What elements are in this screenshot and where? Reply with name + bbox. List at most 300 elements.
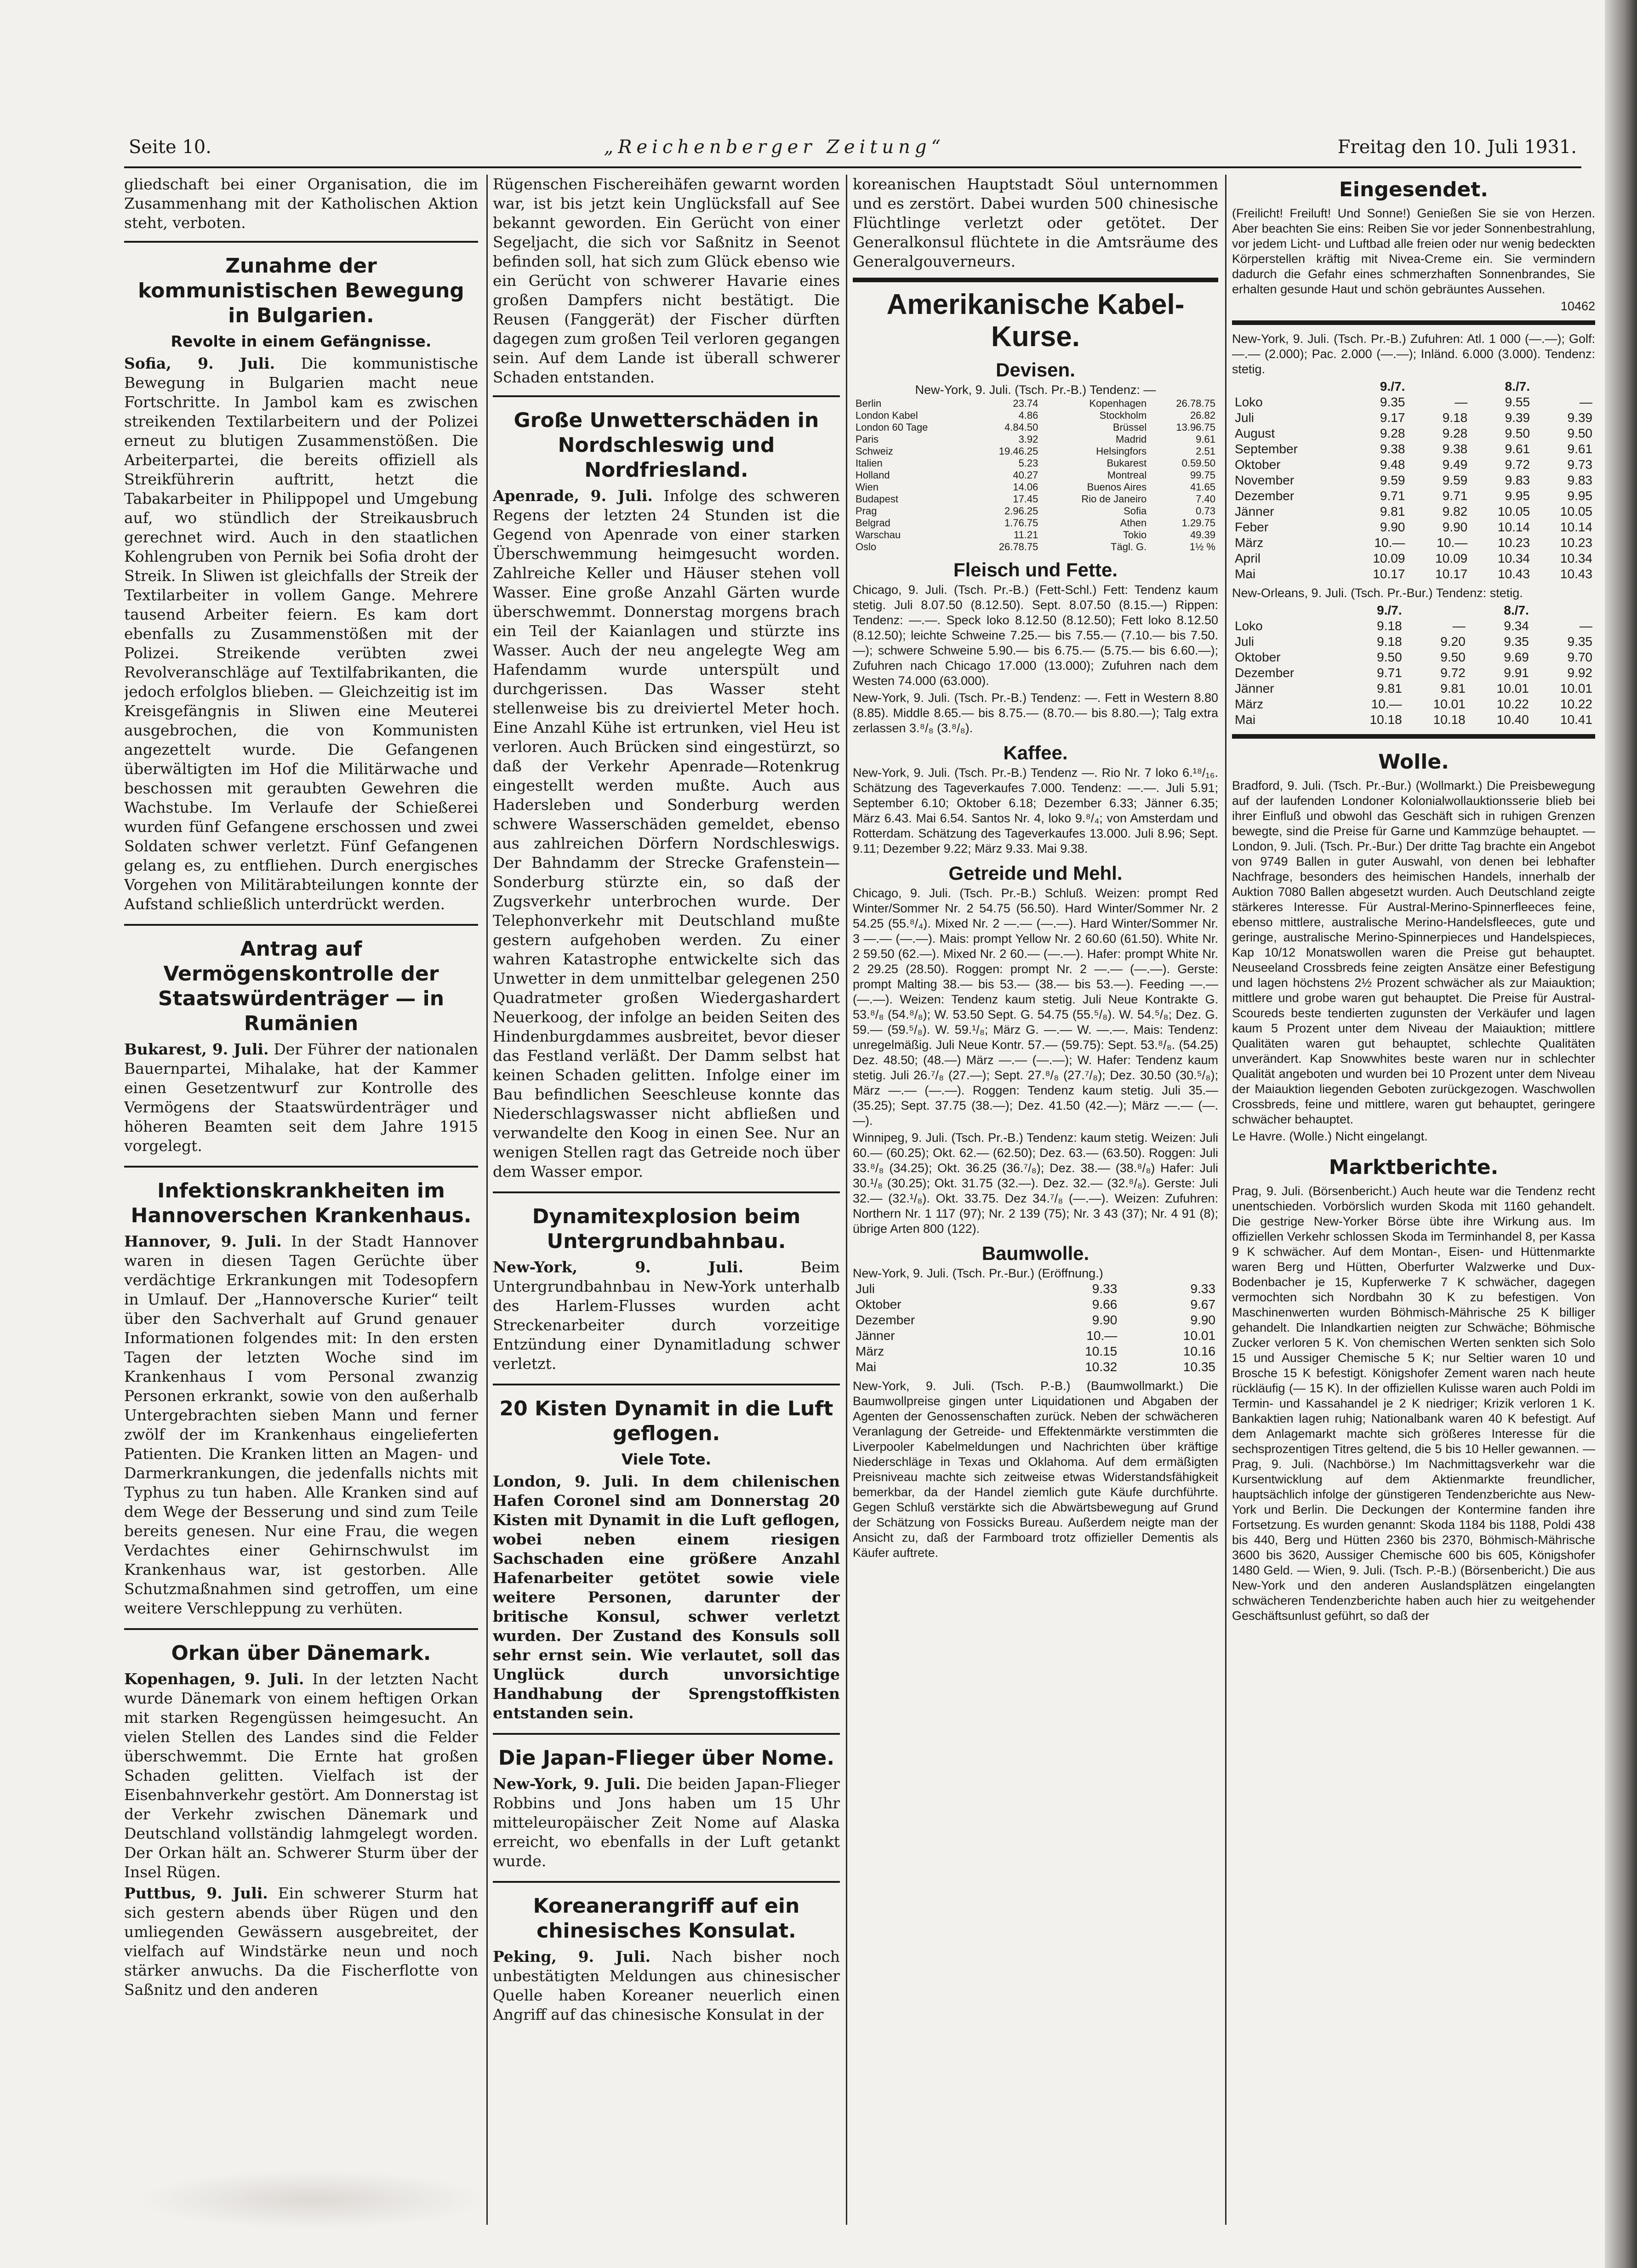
article-headline: Antrag auf Vermögenskontrolle der Staatswürdenträger — in Rumänien xyxy=(158,937,445,1035)
cotton-row xyxy=(1232,681,1595,696)
table-cell: 9.18 xyxy=(1377,634,1402,649)
article-denmark xyxy=(124,1641,478,2000)
cotton-row xyxy=(853,1328,1218,1344)
cotton-row xyxy=(1232,696,1595,712)
column-divider xyxy=(486,175,488,2225)
table-cell: Juli xyxy=(1235,634,1255,649)
table-cell: 10.18 xyxy=(1369,712,1402,727)
devisen-row xyxy=(853,445,1218,457)
table-cell: Dezember xyxy=(1235,489,1295,503)
table-cell: 9.35 xyxy=(1380,395,1405,409)
market-report: New-York, 9. Juli. (Tsch. Pr.-B.) Tendenz: —. Fett in Western 8.80 (8.85). Middle 8.65.— bis 8.75.— (8.70.— bis 8.80.—); Talg extra zerlassen 3.⁸/₈ (3.⁸/₈). xyxy=(853,691,1218,735)
article-separator xyxy=(493,395,840,397)
cotton-row xyxy=(1232,535,1595,551)
cotton-row xyxy=(1232,473,1595,488)
issue-date: Freitag den 10. Juli 1931. xyxy=(1337,137,1577,158)
column-2 xyxy=(493,175,840,2243)
ny-cotton-table xyxy=(1232,379,1595,582)
advertisement-number: 10462 xyxy=(1560,299,1595,313)
table-cell: 9.59 xyxy=(1442,473,1468,487)
article-body xyxy=(124,354,478,914)
article-bulgaria xyxy=(124,254,478,914)
new-orleans-cotton-table xyxy=(1232,603,1595,728)
table-cell: 9.18 xyxy=(1442,410,1468,425)
article-text: Die kommunistische Bewegung in Bulgarien macht neue Fortschritte. In Jambol kam es zwischen streikenden Textilarbeitern und der Polizei erneut zu blutigen Zusammenstößen. Die Arbeiterpartei, die bereits offiziell als Streikführerin auftritt, hetzt die Tabakarbeiter in Philippopel und Umgebung auf, wo stündlich der Streikausbruch gerechnet wird. Auch in den staatlichen Kohlengruben von Pernik bei Sofia droht der Streik. In Sliwen ist gleichfalls der Streik der Textilarbeiter in vollem Gange. Mehrere tausend Arbeiter feiern. Es kam dort ebenfalls zu Zusammenstößen mit der Polizei. Streikende verübten zwei Revolveranschläge auf Textilfabrikanten, die jedoch erfolglos blieben. — Gleichzeitig ist im Kreisgefängnis in Sliwen eine Meuterei ausgebrochen, die von Kommunisten angezettelt wurde. Die Gefangenen überwältigten im Hof die Militärwache und beschossen mit geraubten Gewehren die Wachstube. Im Verlaufe der Schießerei wurden fünf Gefangene erschossen und zwei Soldaten schwer verletzt. Fünf Gefangenen gelang es, zu entfliehen. Durch energisches Vorgehen von Militärabteilungen konnte der Aufstand schließlich unterdrückt werden. xyxy=(124,354,478,913)
article-dateline: Kopenhagen, 9. Juli. xyxy=(124,1670,304,1688)
table-cell: 10.— xyxy=(1086,1328,1118,1343)
article-body xyxy=(124,1232,478,1618)
table-cell: 7.40 xyxy=(1196,493,1215,505)
table-cell: Italien xyxy=(856,457,883,469)
table-cell: Bukarest xyxy=(1107,457,1147,469)
table-cell: 10.43 xyxy=(1560,567,1592,581)
table-cell: Juli xyxy=(856,1282,875,1296)
column-1 xyxy=(124,175,478,2243)
devisen-row xyxy=(853,410,1218,422)
table-cell: 26.78.75 xyxy=(1176,398,1215,409)
subsection-title: Baumwolle. xyxy=(981,1242,1089,1264)
page-binding-edge xyxy=(1605,0,1637,2268)
article-body xyxy=(124,1670,478,1882)
table-cell: Paris xyxy=(856,433,879,445)
table-cell: Mai xyxy=(1235,712,1256,727)
table-cell: 19.46.25 xyxy=(998,445,1038,457)
table-cell: 10.09 xyxy=(1435,551,1468,565)
table-cell: 23.74 xyxy=(1013,398,1038,409)
devisen-row xyxy=(853,517,1218,529)
column-3 xyxy=(853,175,1218,2243)
table-cell: 10.34 xyxy=(1560,551,1592,565)
table-cell: 9.83 xyxy=(1567,473,1592,487)
article-headline: Dynamitexplosion beim Untergrundbahnbau. xyxy=(532,1205,801,1253)
table-cell: 10.23 xyxy=(1498,536,1530,550)
article-dateline: Hannover, 9. Juli. xyxy=(124,1232,282,1250)
devisen-header: New-York, 9. Juli. (Tsch. Pr.-B.) Tendenz: — xyxy=(915,383,1156,397)
table-cell: 9.83 xyxy=(1505,473,1530,487)
section-bar xyxy=(853,278,1218,282)
table-cell: November xyxy=(1235,473,1295,487)
table-cell: 10.— xyxy=(1437,536,1468,550)
table-cell: 9.48 xyxy=(1380,457,1405,472)
table-cell: 9.81 xyxy=(1440,681,1466,695)
table-cell: 9.90 xyxy=(1442,520,1468,534)
table-cell: Feber xyxy=(1235,520,1269,534)
table-cell: 10.09 xyxy=(1373,551,1405,565)
table-header-row xyxy=(1232,379,1595,394)
table-cell: 9.72 xyxy=(1505,457,1530,472)
table-cell: 9.61 xyxy=(1567,442,1592,456)
table-cell: 13.96.75 xyxy=(1176,422,1215,433)
table-cell: — xyxy=(1580,395,1592,409)
cotton-row xyxy=(853,1297,1218,1312)
market-report: Chicago, 9. Juli. (Tsch. Pr.-B.) Schluß. Weizen: prompt Red Winter/Sommer Nr. 2 54.75 (56.50). Hard Winter/Sommer Nr. 2 54.25 (55.⁸/₄). Mixed Nr. 2 —.— (—.—). Hard Winter/Sommer Nr. 3 —.— (—.—). Mais: prompt Yellow Nr. 2 60.60 (61.50). White Nr. 2 59.50 (62.—). Mixed Nr. 2 60.— (—.—). Hafer: prompt White Nr. 2 29.25 (28.50). Roggen: prompt Nr. 2 —.— (—.—). Gerste: prompt Malting 38.— bis 53.— (38.— bis 53.—). Feeding —.— (—.—). Weizen: Tendenz kaum stetig. Juli Neue Kontrakte G. 53.⁸/₈ (54.⁸/₈); W. 53.50 Sept. G. 54.75 (55.⁵/₈). W. 54.⁵/₈; Dez. G. 59.— (59.⁵/₈). W. 59.¹/₈; März G. —.— W. —.—. Mais: Tendenz: unregelmäßig. Juli Neue Kontr. 57.— (59.75): Sept. 53.⁸/₈. (54.25) Dez. 48.50; (48.—) März —.— (—.—); W. Hafer: Tendenz kaum stetig. Juli 26.⁷/₈ (27.—); Sept. 27.⁸/₈ (27.⁷/₈); Dez. 30.50 (30.⁵/₈); März —.— (—.—). Roggen: Tendenz kaum stetig. Juli 35.— (35.25); Sept. 37.75 (38.—); Dez. 41.50 (42.—); März —.— (—.—). xyxy=(853,886,1218,1128)
table-cell: Helsingfors xyxy=(1096,445,1147,457)
devisen-row xyxy=(853,433,1218,445)
table-cell: 10.— xyxy=(1371,697,1402,711)
table-header-cell xyxy=(1232,379,1346,394)
cotton-row xyxy=(1232,519,1595,535)
table-cell: 9.50 xyxy=(1377,650,1402,664)
section-title: Marktberichte. xyxy=(1329,1156,1499,1179)
devisen-row xyxy=(853,422,1218,433)
article-separator xyxy=(124,924,478,926)
table-cell: — xyxy=(1580,619,1592,633)
column-divider xyxy=(846,175,847,2225)
table-cell: 10.01 xyxy=(1496,681,1529,695)
article-separator xyxy=(493,1881,840,1883)
article-separator xyxy=(493,1191,840,1193)
table-cell: 9.49 xyxy=(1442,457,1468,472)
article-body xyxy=(124,1884,478,2000)
article-text: Die beiden Japan-Flieger Robbins und Jons haben um 15 Uhr mitteleuropäischer Zeit Nome auf Alaska erreicht, wo ebenfalls in der Luft getankt wurde. xyxy=(493,1775,840,1870)
cotton-row xyxy=(853,1359,1218,1375)
continued-text: gliedschaft bei einer Organisation, die im Zusammenhang mit der Katholischen Aktion steht, verboten. xyxy=(124,175,478,232)
article-storm-damage xyxy=(493,408,840,1181)
table-cell: London Kabel xyxy=(856,410,918,421)
table-header-cell xyxy=(1533,379,1595,394)
devisen-row xyxy=(853,529,1218,541)
article-dynamite-coronel xyxy=(493,1396,840,1723)
cotton-row xyxy=(1232,488,1595,504)
article-headline: Koreanerangriff auf ein chinesisches Konsulat. xyxy=(533,1894,800,1943)
table-cell: London 60 Tage xyxy=(856,422,928,433)
table-cell: 9.71 xyxy=(1377,666,1402,680)
article-body xyxy=(493,1472,840,1723)
table-cell: 9.18 xyxy=(1377,619,1402,633)
subsection-title: Getreide und Mehl. xyxy=(948,862,1123,884)
table-cell: 9.28 xyxy=(1442,426,1468,440)
article-subheadline: Revolte in einem Gefängnisse. xyxy=(171,332,432,350)
cotton-row xyxy=(1232,618,1595,634)
table-cell: 10.41 xyxy=(1560,712,1592,727)
table-cell: 14.06 xyxy=(1013,481,1038,493)
table-cell: März xyxy=(856,1344,884,1358)
article-body xyxy=(493,1258,840,1373)
section-title: Eingesendet. xyxy=(1339,178,1489,201)
table-cell: Mai xyxy=(1235,567,1256,581)
table-header-cell: 9./7. xyxy=(1380,379,1405,393)
table-cell: Rio de Janeiro xyxy=(1081,493,1147,505)
table-cell: 10.43 xyxy=(1498,567,1530,581)
market-report: New-York, 9. Juli. (Tsch. P.-B.) (Baumwollmarkt.) Die Baumwollpreise gingen unter Liquidationen und Abgaben der Agenten der Genossenschaften zurück. Neben der schwächeren Veranlagung der Getreide- und Effektenmärkte verstimmten die Liverpooler Kabelmeldungen und Nachrichten über kräftige Niederschläge in Texas und Oklahoma. Auf dem ermäßigten Preisniveau machte sich zeitweise etwas Widerstandsfähigkeit bemerkbar, da der Handel ziemlich gute Käufe durchführte. Gegen Schluß verstärkte sich die Abwärtsbewegung auf Grund der Schätzung von Fossicks Bureau. Außerdem neigte man der Ansicht zu, daß der Farmboard trotz offizieller Dementis als Käufer auftrete. xyxy=(853,1379,1218,1560)
table-cell: Kopenhagen xyxy=(1089,398,1147,409)
table-cell: 10.01 xyxy=(1183,1328,1215,1343)
market-header: New-York, 9. Juli. (Tsch. Pr.-Bur.) (Eröffnung.) xyxy=(853,1266,1103,1280)
subsection-title: Kaffee. xyxy=(1003,742,1068,764)
table-cell: 9.38 xyxy=(1380,442,1405,456)
table-cell: 9.70 xyxy=(1567,650,1592,664)
table-cell: 10.17 xyxy=(1435,567,1468,581)
table-cell: Tägl. G. xyxy=(1111,541,1147,553)
article-text: In der Stadt Hannover waren in diesen Tagen Gerüchte über verdächtige Erkrankungen mit Todesopfern in Umlauf. Der „Hannoversche Kurier“ teilt über den Sachverhalt auf Grund genauer Informationen folgendes mit: In den ersten Tagen der letzten Woche sind im Krankenhaus I vom Personal zwanzig Personen erkrankt, sowie von den außerhalb Untergebrachten sieben Mann und ferner zwölf der im Krankenhaus eingelieferten Patienten. Die Kranken litten an Magen- und Darmerkrankungen, die jedenfalls nichts mit Typhus zu tun haben. Alle Kranken sind auf dem Wege der Besserung und sind zum Teile bereits genesen. Nur eine Frau, die wegen Verdachtes einer Gehirnschwulst im Krankenhaus war, ist gestorben. Alle Schutzmaßnahmen sind getroffen, um eine weitere Verschleppung zu verhüten. xyxy=(124,1232,478,1617)
table-cell: 9.72 xyxy=(1440,666,1466,680)
table-cell: Madrid xyxy=(1116,433,1147,445)
table-cell: 10.16 xyxy=(1183,1344,1215,1358)
table-cell: 1.76.75 xyxy=(1004,517,1038,529)
table-cell: Oktober xyxy=(1235,457,1281,472)
column-divider xyxy=(1225,175,1226,2225)
cotton-row xyxy=(853,1312,1218,1328)
table-cell: 10.17 xyxy=(1373,567,1405,581)
subsection-title: Devisen. xyxy=(996,359,1075,381)
table-cell: Dezember xyxy=(1235,666,1295,680)
table-cell: 9.59 xyxy=(1380,473,1405,487)
table-cell: 9.71 xyxy=(1442,489,1468,503)
cotton-row xyxy=(1232,650,1595,665)
table-cell: 26.78.75 xyxy=(998,541,1038,553)
article-dateline: London, 9. Juli. xyxy=(493,1472,639,1490)
table-cell: 9.90 xyxy=(1092,1313,1118,1327)
table-cell: 49.39 xyxy=(1190,529,1215,541)
table-cell: 9.66 xyxy=(1092,1297,1118,1311)
table-cell: 17.45 xyxy=(1013,493,1038,505)
table-cell: 99.75 xyxy=(1190,469,1215,481)
article-headline: Orkan über Dänemark. xyxy=(171,1641,431,1665)
article-text: Infolge des schweren Regens der letzten 24 Stunden ist die Gegend von Apenrade von einer starken Überschwemmung heimgesucht worden. Zahlreiche Keller und Häuser stehen voll Wasser. Eine große Anzahl Gärten wurde überschwemmt. Donnerstag morgens brach ein Teil der Kaianlagen und stürzte ins Wasser. Auch der neu angelegte Weg am Hafendamm wurde unterspült und durchgerissen. Das Wasser steht stellenweise bis zu dreiviertel Meter hoch. Eine Anzahl Kühe ist ertrunken, viel Heu ist verloren. Auch Brücken sind eingestürzt, so daß der Verkehr Apenrade—Rotenkrug eingestellt werden mußte. Auch aus Hadersleben und Sonderburg werden schwere Wasserschäden gemeldet, ebenso aus zahlreichen Dörfern Nordschleswigs. Der Bahndamm der Strecke Grafenstein—Sonderburg stürzte ein, so daß der Zugsverkehr unterbrochen wurde. Der Telephonverkehr mit Deutschland mußte gestern aufgehoben werden. Zu einer wahren Katastrophe entwickelte sich das Unwetter in dem unmittelbar gelegenen 250 Quadratmeter großen Wiedergashardert Neuerkoog, der infolge an beiden Seiten des Hindenburgdammes ausbreitet, bevor dieser das Festland verläßt. Der Damm selbst hat keinen Schaden gelitten. Infolge einer im Bau befindlichen Seeschleuse konnte das Niederschlagswasser nicht abfließen und verwandelte den Koog in einen See. Nur an wenigen Stellen ragt das Getreide noch über dem Wasser empor. xyxy=(493,487,840,1180)
table-cell: Buenos Aires xyxy=(1087,481,1147,493)
table-cell: 9.90 xyxy=(1190,1313,1215,1327)
table-cell: 10.18 xyxy=(1433,712,1466,727)
article-text: Nach bisher noch unbestätigten Meldungen aus chinesischer Quelle haben Koreaner neuerlich einen Angriff auf das chinesische Konsulat in der xyxy=(493,1948,840,2023)
cotton-row xyxy=(1232,566,1595,582)
table-cell: Oktober xyxy=(856,1297,901,1311)
table-cell: 9.33 xyxy=(1092,1282,1118,1296)
devisen-table xyxy=(853,398,1218,553)
market-report: Bradford, 9. Juli. (Tsch. Pr.-Bur.) (Wollmarkt.) Die Preisbewegung auf der laufenden Londoner Kolonialwollauktionsserie blieb bei ihrer Einfluß und obwohl das Geschäft sich in ruhigen Grenzen bewegte, sind die Preise für Garne und Kammzüge behauptet. — London, 9. Juli. (Tsch. Pr.-Bur.) Der dritte Tag brachte ein Angebot von 9749 Ballen in guter Auswahl, von denen bei lebhafter Nachfrage, besonders des heimischen Handels, innerhalb der Auktion 7080 Ballen abgesetzt wurden. Auch Deutschland zeigte stärkeres Interesse. Für Austral-Merino-Spinnerfleeces feine, ebenso mittlere, australische Merino-Handelsfleeces, gute und geringe, australische Merino-Spinnerpieces und Handelspieces, Kap 10/12 Monatswollen waren die Preise gut behauptet. Neuseeland Crossbreds feine zeigten Ansätze einer Befestigung und lagen höchstens 2½ Prozent schwächer als zur Maiauktion; mittlere und grobe waren gut behauptet. Die Preise für Austral-Scoureds beste tendierten zugunsten der Verkäufer und lagen kaum 5 Prozent unter dem Niveau der Maiauktion; mittlere Qualitäten waren gut behauptet, schlechte Qualitäten unverändert. Kap Snowwhites beste waren nur in schlechter Qualität angeboten und wurden bei 10 Prozent unter dem Niveau der Maiauktion liegenden Geboten zurückgezogen. Waschwollen Crossbreds, feine und mittlere, waren gut behauptet, geringere schwächer behauptet. xyxy=(1232,779,1595,1126)
cotton-row xyxy=(1232,665,1595,681)
table-cell: 0.73 xyxy=(1196,505,1215,517)
table-cell: 5.23 xyxy=(1018,457,1038,469)
devisen-row xyxy=(853,493,1218,505)
table-cell: September xyxy=(1235,442,1298,456)
table-cell: 4.84.50 xyxy=(1004,422,1038,433)
table-cell: Montreal xyxy=(1107,469,1147,481)
table-cell: 10.15 xyxy=(1085,1344,1118,1358)
table-cell: 9.90 xyxy=(1380,520,1405,534)
subsection-title: Fleisch und Fette. xyxy=(953,559,1118,581)
table-cell: 9.50 xyxy=(1505,426,1530,440)
article-separator xyxy=(124,241,478,243)
table-cell: Budapest xyxy=(856,493,898,505)
cotton-row xyxy=(1232,712,1595,728)
table-cell: 1.29.75 xyxy=(1181,517,1215,529)
table-cell: 11.21 xyxy=(1013,529,1038,541)
table-cell: 2.51 xyxy=(1196,445,1215,457)
table-cell: 10.05 xyxy=(1498,504,1530,519)
table-cell: Jänner xyxy=(856,1328,895,1343)
cotton-row xyxy=(1232,394,1595,410)
article-headline: 20 Kisten Dynamit in die Luft geflogen. xyxy=(499,1397,833,1445)
article-subheadline: Viele Tote. xyxy=(621,1450,712,1468)
table-cell: März xyxy=(1235,697,1264,711)
table-cell: 3.92 xyxy=(1018,433,1038,445)
section-title: Wolle. xyxy=(1378,750,1449,774)
table-header-cell xyxy=(1532,603,1595,618)
cotton-row xyxy=(1232,410,1595,426)
table-cell: 9.91 xyxy=(1504,666,1529,680)
table-cell: 9.95 xyxy=(1567,489,1592,503)
article-dateline: Peking, 9. Juli. xyxy=(493,1948,651,1966)
article-separator xyxy=(493,1384,840,1385)
table-header-row xyxy=(1232,603,1595,618)
table-cell: 9.28 xyxy=(1380,426,1405,440)
column-4 xyxy=(1232,175,1595,2243)
article-japan-flyers xyxy=(493,1746,840,1871)
paper-stain xyxy=(138,2170,487,2229)
table-cell: 4.86 xyxy=(1018,410,1038,421)
table-cell: 9.39 xyxy=(1505,410,1530,425)
table-header-cell xyxy=(1405,603,1468,618)
table-cell: 2.96.25 xyxy=(1004,505,1038,517)
continued-text: Rügenschen Fischereihäfen gewarnt worden war, ist bis jetzt kein Unglücksfall auf See bekannt geworden. Ein Gerücht von einer Segeljacht, die sich vor Saßnitz in Seenot befinden soll, hat sich zum Glück ebenso wie ein Gerücht von schwerer Havarie eines großen Dampfers nicht bestätigt. Die Reusen (Fanggerät) der Fischer dürften dagegen zum großen Teil verloren gegangen sein. Auf dem Lande ist überall schwerer Schaden entstanden. xyxy=(493,175,840,386)
cotton-row xyxy=(1232,551,1595,566)
devisen-row xyxy=(853,481,1218,493)
table-cell: 10.14 xyxy=(1498,520,1530,534)
table-cell: 9.39 xyxy=(1567,410,1592,425)
table-cell: Warschau xyxy=(856,529,901,541)
article-dateline: New-York, 9. Juli. xyxy=(493,1258,744,1276)
table-cell: Stockholm xyxy=(1099,410,1147,421)
advertisement-text: (Freilicht! Freiluft! Und Sonne!) Genießen Sie sie von Herzen. Aber beachten Sie eins: Reiben Sie vor jeder Sonnenbestrahlung, vor jedem Licht- und Luftbad alle freien oder nur wenig bedeckten Körperstellen kräftig mit Nivea-Creme ein. Sie vermindern dadurch die Gefahr eines schmerzhaften Sonnenbrandes, Sie erhalten gesunde Haut und schön gebräuntes Aussehen. xyxy=(1232,206,1595,296)
cotton-row xyxy=(1232,457,1595,473)
table-cell: — xyxy=(1452,619,1466,633)
table-cell: Oktober xyxy=(1235,650,1281,664)
table-cell: 10.32 xyxy=(1085,1360,1118,1374)
table-cell: 10.35 xyxy=(1183,1360,1215,1374)
cotton-row xyxy=(853,1281,1218,1297)
table-cell: 10.05 xyxy=(1560,504,1592,519)
table-cell: 9.92 xyxy=(1567,666,1592,680)
table-cell: 10.23 xyxy=(1560,536,1592,550)
devisen-row xyxy=(853,505,1218,517)
cotton-row xyxy=(1232,634,1595,650)
table-cell: 9.35 xyxy=(1567,634,1592,649)
table-cell: 9.61 xyxy=(1505,442,1530,456)
section-bar xyxy=(1232,734,1595,739)
table-cell: 40.27 xyxy=(1013,469,1038,481)
table-cell: April xyxy=(1235,551,1261,565)
table-cell: Wien xyxy=(856,481,879,493)
table-cell: Jänner xyxy=(1235,681,1274,695)
table-cell: 10.34 xyxy=(1498,551,1530,565)
table-cell: Berlin xyxy=(856,398,882,409)
table-cell: 10.22 xyxy=(1560,697,1592,711)
article-separator xyxy=(124,1166,478,1168)
table-header-cell xyxy=(1408,379,1470,394)
table-cell: Brüssel xyxy=(1112,422,1147,433)
devisen-row xyxy=(853,541,1218,553)
article-dateline: Bukarest, 9. Juli. xyxy=(124,1040,269,1058)
table-header-cell xyxy=(1232,603,1341,618)
article-hannover xyxy=(124,1179,478,1618)
table-cell: 9.82 xyxy=(1442,504,1468,519)
newspaper-title: „Reichenberger Zeitung“ xyxy=(604,137,945,158)
table-cell: Prag xyxy=(856,505,877,517)
devisen-row xyxy=(853,398,1218,410)
market-report: Chicago, 9. Juli. (Tsch. Pr.-B.) (Fett-Schl.) Fett: Tendenz kaum stetig. Juli 8.07.50 (8.12.50). Sept. 8.07.50 (8.15.—) Rippen: Tendenz: —.—. Speck loko 8.12.50 (8.12.50); Fett loko 8.12.50 (8.12.50); leichte Schweine 7.25.— bis 7.55.— (7.10.— bis 7.50.—); schwere Schweine 5.90.— bis 6.75.— (5.75.— bis 6.60.—); Zufuhren nach Chicago 17.000 (13.000); Zufuhren nach dem Westen 74.000 (63.000). xyxy=(853,583,1218,688)
table-cell: 9.35 xyxy=(1504,634,1529,649)
article-text: Ein schwerer Sturm hat sich gestern abends über Rügen und den umliegenden Gewässern ausgebreitet, der vielfach auf Windstärke neun und noch stärker anwuchs. Da die Fischerflotte von Saßnitz und den anderen xyxy=(124,1884,478,1999)
article-text: In der letzten Nacht wurde Dänemark von einem heftigen Orkan mit starken Regengüssen heimgesucht. An vielen Stellen des Landes sind die Felder überschwemmt. Die Ernte hat großen Schaden gelitten. Vielfach ist der Eisenbahnverkehr gestört. Am Donnerstag ist der Verkehr zwischen Dänemark und Deutschland vollständig lahmgelegt worden. Der Orkan hält an. Schwerer Sturm über der Insel Rügen. xyxy=(124,1670,478,1881)
table-cell: Dezember xyxy=(856,1313,915,1327)
article-body xyxy=(493,1774,840,1871)
article-body xyxy=(493,1947,840,2024)
table-cell: Loko xyxy=(1235,619,1263,633)
table-header-cell: 9./7. xyxy=(1377,603,1402,617)
market-report: Le Havre. (Wolle.) Nicht eingelangt. xyxy=(1232,1129,1428,1143)
table-cell: 10.22 xyxy=(1496,697,1529,711)
table-cell: — xyxy=(1454,395,1468,409)
article-body xyxy=(493,486,840,1181)
table-cell: 9.20 xyxy=(1440,634,1466,649)
table-cell: Juli xyxy=(1235,410,1255,425)
header-rule xyxy=(124,166,1581,168)
table-cell: Holland xyxy=(856,469,890,481)
page-number: Seite 10. xyxy=(129,137,211,158)
table-cell: August xyxy=(1235,426,1275,440)
page-header xyxy=(129,133,1577,161)
table-header-cell: 8./7. xyxy=(1505,379,1530,393)
table-cell: Schweiz xyxy=(856,445,893,457)
table-cell: Athen xyxy=(1120,517,1147,529)
article-dateline: New-York, 9. Juli. xyxy=(493,1775,641,1793)
table-cell: 26.82 xyxy=(1190,410,1215,421)
table-cell: 41.65 xyxy=(1190,481,1215,493)
table-cell: Oslo xyxy=(856,541,877,553)
table-cell: 10.01 xyxy=(1560,681,1592,695)
table-cell: Sofia xyxy=(1124,505,1147,517)
table-cell: 9.50 xyxy=(1440,650,1466,664)
table-cell: 10.— xyxy=(1374,536,1405,550)
table-cell: 9.81 xyxy=(1380,504,1405,519)
article-headline: Infektionskrankheiten im Hannoverschen Krankenhaus. xyxy=(131,1179,472,1227)
article-dateline: Puttbus, 9. Juli. xyxy=(124,1884,268,1902)
table-cell: 9.33 xyxy=(1190,1282,1215,1296)
table-cell: 9.55 xyxy=(1505,395,1530,409)
article-separator xyxy=(493,1733,840,1735)
market-report: Prag, 9. Juli. (Börsenbericht.) Auch heute war die Tendenz recht unentschieden. Vorbörslich wurden Skoda mit 1160 gehandelt. Die gestrige New-Yorker Börse übte ihre Wirkung aus. Im offiziellen Verkehr schlossen Skoda im Terminhandel 8, per Kassa 9 K schwächer. Auf dem Montan-, Eisen- und Hüttenmarkte waren Berg und Hütten, Oberfurter Walzwerke und Dux-Bodenbacher je 15, Kupferwerke 7 K schwächer, dagegen vermochten sich Nordbahn 30 K zu befestigen. Von Maschinenwerten wurden Böhmisch-Mährische 25 K billiger gehandelt. Die Inlandkartien neigten zur Schwäche; Böhmische Zucker verloren 5 K. Von chemischen Werten senkten sich Solo 15 und Aussiger Chemische 5 K; nur Seltier waren 10 und Brosche 15 K befestigt. Königshofer Zement waren nach heute rückläufig (— 15 K). In der offiziellen Kulisse waren auch Poldi im Termin- und Kassahandel je 2 K niedriger; Krizik verloren 1 K. Bankaktien lagen ruhig; Nationalbank waren 40 K befestigt. Auf dem Anlagemarkt machte sich größeres Interesse für die sechsprozentigen Titres geltend, die 5 bis 10 Heller gewannen. — Prag, 9. Juli. (Nachbörse.) Im Nachmittagsverkehr war die Kursentwicklung auf dem Aktienmarkte freundlicher, hauptsächlich infolge der günstigeren Tendenzberichte aus New-York und Berlin. Die Deckungen der Kontermine fanden ihre Fortsetzung. Es wurden genannt: Skoda 1184 bis 1188, Poldi 438 bis 440, Berg und Hütten 2360 bis 2370, Böhmisch-Mährische 3600 bis 3620, Aussiger Chemische 600 bis 605, Königshofer 1480 Geld. — Wien, 9. Juli. (Tsch. P.-B.) (Börsenbericht.) Die aus New-York und den anderen Auslandsplätzen eingelangten schwächeren Tendenzberichte haben auch hier zu weitgehender Geschäftsunlust geführt, so daß der xyxy=(1232,1184,1595,1623)
table-cell: 9.61 xyxy=(1196,433,1215,445)
table-cell: 9.67 xyxy=(1190,1297,1215,1311)
table-cell: Mai xyxy=(856,1360,877,1374)
market-report: New-York, 9. Juli. (Tsch. Pr.-B.) Tendenz —. Rio Nr. 7 loko 6.¹⁸/₁₆. Schätzung des Tageverkaufes 7.000. Tendenz: —.—. Juli 5.91; September 6.10; Oktober 6.18; Dezember 6.33; Jänner 6.35; März 6.43. Mai 6.54. Santos Nr. 4, loko 9.⁸/₄; von Amsterdam und Rotterdam. Schätzung des Tageverkaufes 13.000. Juli 8.96; Sept. 9.11; Dezember 9.22; März 9.33. Mai 9.38. xyxy=(853,766,1218,855)
article-headline: Große Unwetterschäden in Nordschleswig und Nordfriesland. xyxy=(513,409,819,482)
article-text: Der Führer der nationalen Bauernpartei, Mihalake, hat der Kammer einen Gesetzentwurf zur Kontrolle des Vermögens der Staatswürdenträger und höheren Beamten seit dem Jahre 1915 vorgelegt. xyxy=(124,1040,478,1155)
article-body xyxy=(124,1040,478,1156)
article-dynamite-subway xyxy=(493,1204,840,1373)
table-cell: 9.17 xyxy=(1380,410,1405,425)
devisen-row xyxy=(853,457,1218,469)
table-cell: 1½ % xyxy=(1189,541,1215,553)
cotton-row xyxy=(1232,426,1595,441)
market-header: New-Orleans, 9. Juli. (Tsch. Pr.-Bur.) Tendenz: stetig. xyxy=(1232,586,1523,600)
table-cell: Loko xyxy=(1235,395,1263,409)
table-cell: 9.38 xyxy=(1442,442,1468,456)
article-separator xyxy=(124,1628,478,1630)
cotton-row xyxy=(1232,504,1595,519)
market-header: New-York, 9. Juli. (Tsch. Pr.-B.) Zufuhren: Atl. 1 000 (—.—); Golf: —.— (2.000); Pac. 2.000 (—.—); Inländ. 6.000 (3.000). Tendenz: stetig. xyxy=(1232,332,1595,376)
article-text: Beim Untergrundbahnbau in New-York unterhalb des Harlem-Flusses wurden acht Streckenarbeiter durch vorzeitige Entzündung einer Dynamitladung schwer verletzt. xyxy=(493,1258,840,1373)
article-headline: Zunahme der kommunistischen Bewegung in Bulgarien. xyxy=(138,254,464,327)
article-dateline: Apenrade, 9. Juli. xyxy=(493,487,653,505)
table-cell: 10.40 xyxy=(1496,712,1529,727)
table-cell: 10.14 xyxy=(1560,520,1592,534)
table-cell: 9.95 xyxy=(1505,489,1530,503)
table-header-cell: 8./7. xyxy=(1504,603,1529,617)
article-headline: Die Japan-Flieger über Nome. xyxy=(498,1746,835,1770)
market-report: Winnipeg, 9. Juli. (Tsch. Pr.-B.) Tendenz: kaum stetig. Weizen: Juli 60.— (60.25); Okt. 62.— (62.50); Dez. 63.— (63.50). Roggen: Juli 33.⁸/₈ (34.25); Okt. 36.25 (36.⁷/₈); Dez. 38.— (38.⁸/₈) Hafer: Juli 30.¹/₈ (30.25); Okt. 31.75 (32.—). Dez. 32.— (32.⁸/₈). Gerste: Juli 32.— (32.¹/₈). Okt. 33.75. Dez 34.⁷/₈ (—.—). Weizen: Zufuhren: Northern Nr. 1 117 (97); Nr. 2 139 (75); Nr. 3 43 (37); Nr. 4 91 (8); übrige Arten 800 (122). xyxy=(853,1131,1218,1236)
cotton-row xyxy=(1232,441,1595,457)
